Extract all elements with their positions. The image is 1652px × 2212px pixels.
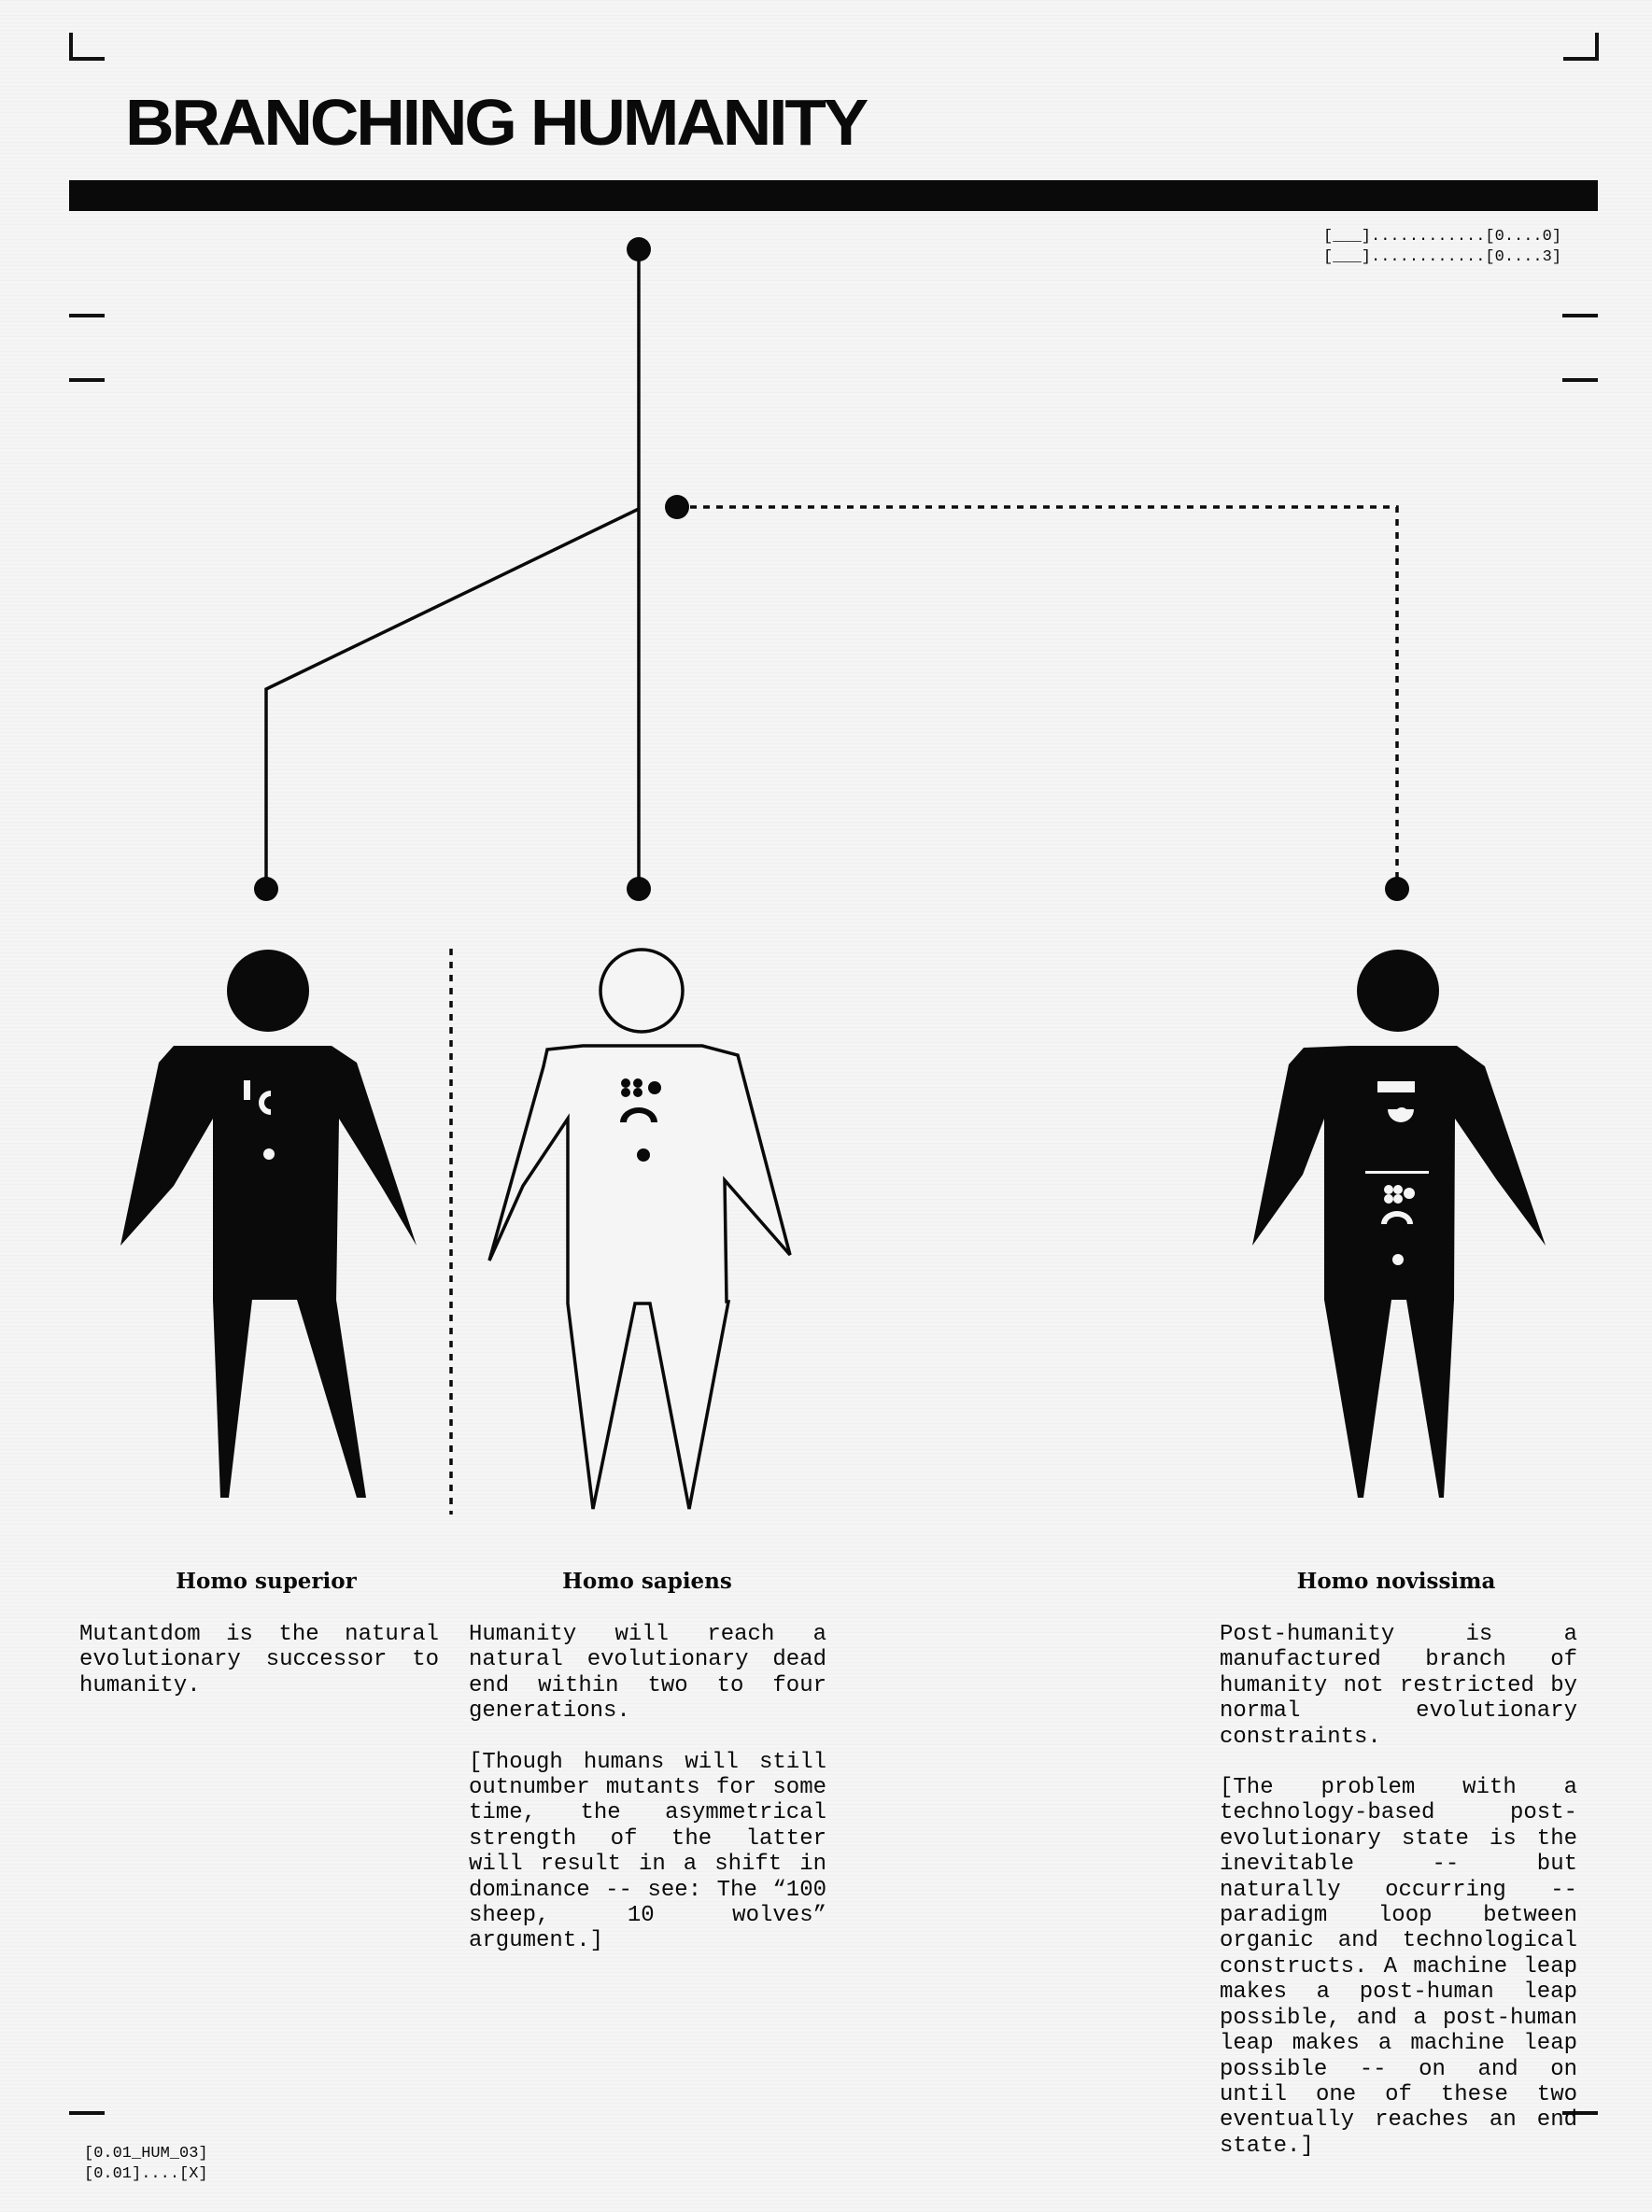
description-novissima (1220, 1622, 1577, 2184)
species-name-sapiens: Homo sapiens (562, 1569, 732, 1594)
species-name-novissima: Homo novissima (1296, 1569, 1496, 1594)
description-paragraph: [Though humans will still outnumber mutants for some time, the asymmetrical strength of the latter will result in a shift in dominance -- see: The “100 sheep, 10 wolves” argument.] (469, 1749, 826, 1954)
footer-code (84, 2144, 208, 2185)
description-paragraph: [The problem with a technology-based post-evolutionary state is the inevitable -- but naturally occurring -- paradigm loop between organic and technological constructs. A machine leap makes a post-human leap possible, and a post-human leap makes a machine leap possible -- on and on until one of these two eventually reaches an end state.] (1220, 1775, 1577, 2159)
novissima-end-node (1385, 877, 1409, 901)
body (489, 1046, 790, 1509)
sapiens-end-node (627, 877, 651, 901)
origin-node (627, 237, 651, 261)
description-paragraph: Mutantdom is the natural evolutionary successor to humanity. (79, 1622, 439, 1698)
species-name-superior: Homo superior (176, 1569, 357, 1594)
branch-lines (266, 249, 1397, 1515)
superior-branch-line (266, 509, 639, 889)
footer-code-line-2: [0.01]....[X] (84, 2165, 208, 2183)
description-sapiens (469, 1622, 826, 1980)
description-paragraph: Post-humanity is a manufactured branch of humanity not restricted by normal evolutionary constraints. (1220, 1622, 1577, 1750)
novissima-branch-node (665, 495, 689, 519)
novissima-dotted-branch-line (677, 507, 1397, 889)
head (227, 950, 309, 1032)
superior-end-node (254, 877, 278, 901)
page-title: BRANCHING HUMANITY (125, 86, 867, 159)
footer-code-line-1: [0.01_HUM_03] (84, 2145, 208, 2163)
description-superior (79, 1622, 439, 1724)
description-paragraph: Humanity will reach a natural evolutionary dead end within two to four generations. (469, 1622, 826, 1725)
legend-line-1: [___]............[0....0] (1323, 228, 1562, 246)
legend-line-2: [___]............[0....3] (1323, 248, 1562, 266)
homo-sapiens-figure (489, 950, 790, 1509)
homo-superior-figure (120, 950, 417, 1498)
head (1357, 950, 1439, 1032)
head (600, 950, 683, 1032)
homo-novissima-figure (1252, 950, 1546, 1498)
branch-nodes (254, 237, 1409, 901)
